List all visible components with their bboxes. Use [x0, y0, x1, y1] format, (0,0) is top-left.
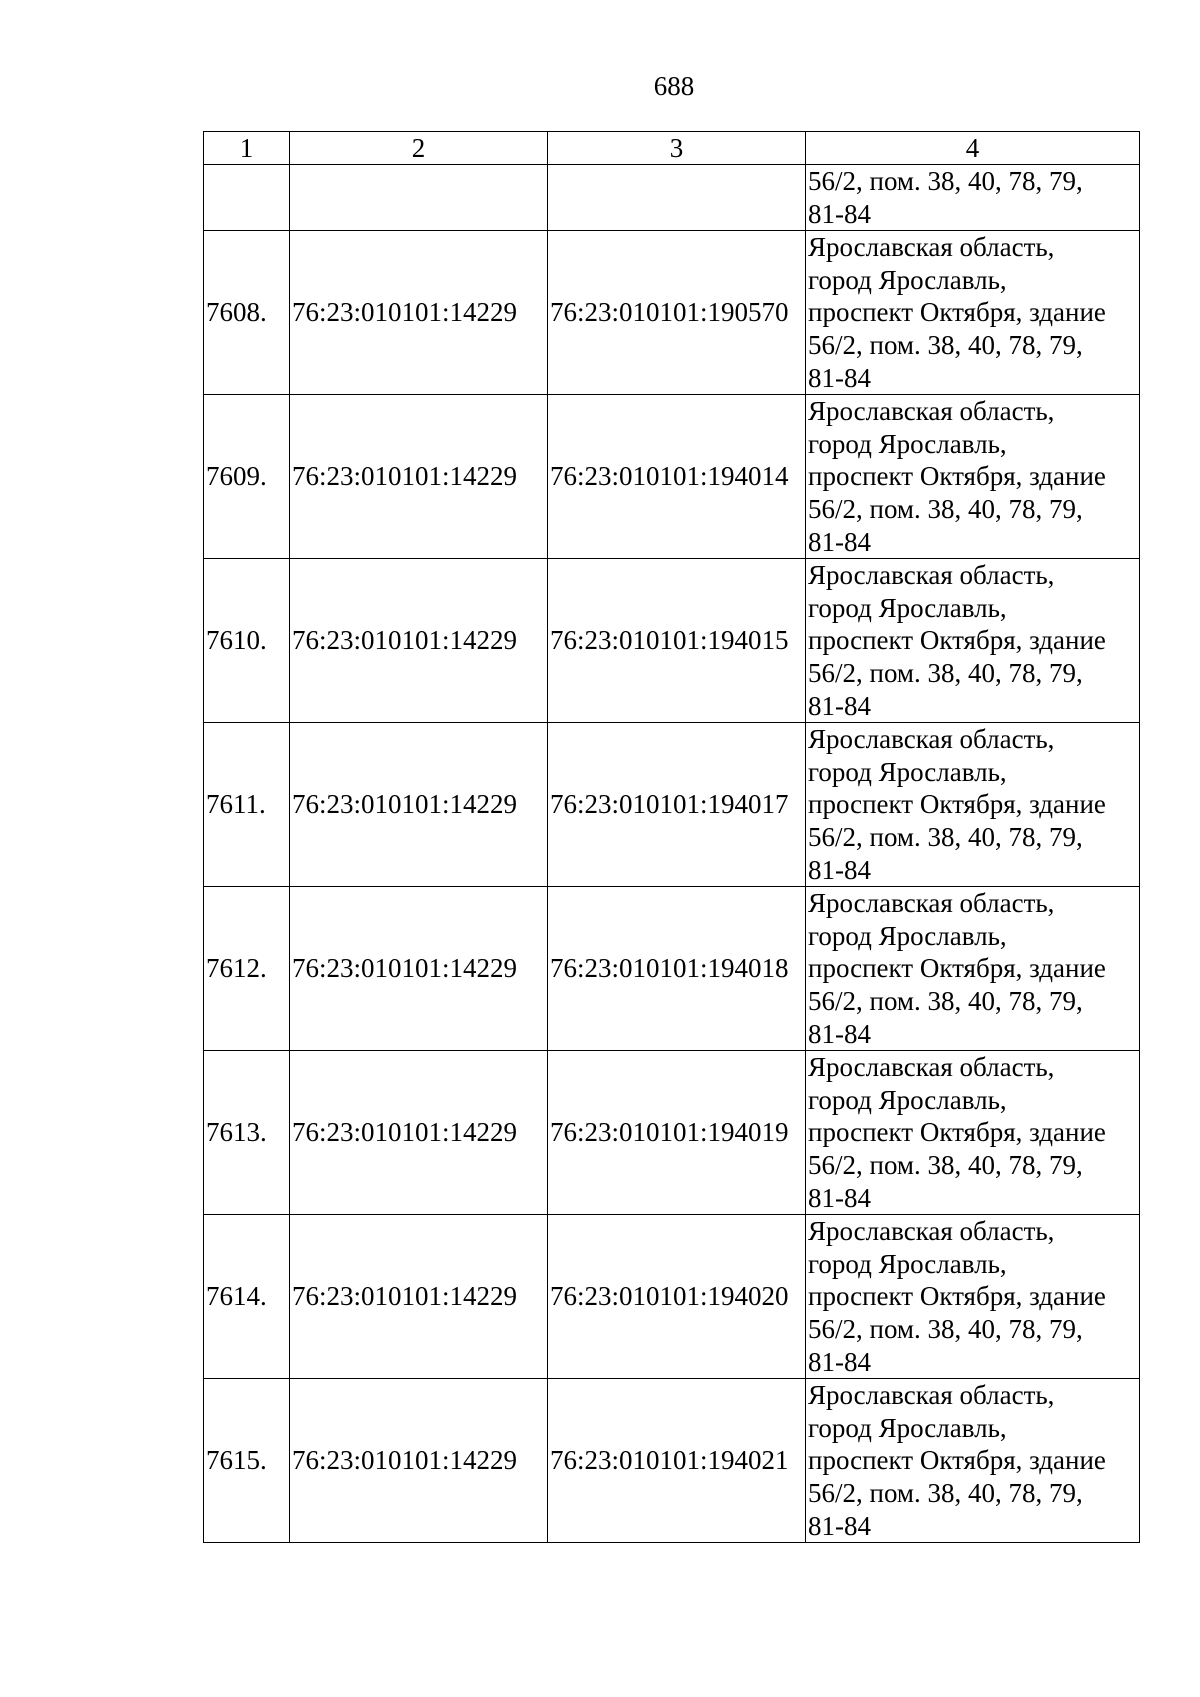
- header-row: [204, 132, 1140, 165]
- address-line: город Ярославль,: [808, 592, 1007, 623]
- address-line: Ярославская область,: [808, 1216, 1055, 1247]
- cell-address: [806, 1051, 1140, 1215]
- address-line: проспект Октября, здание: [808, 1445, 1106, 1476]
- table-row: [204, 1215, 1140, 1379]
- column-header-4: 4: [806, 132, 1140, 165]
- address-line: 56/2, пом. 38, 40, 78, 79,: [808, 1477, 1083, 1508]
- cell-code-2: [548, 165, 806, 231]
- cell-code-2: 76:23:010101:194019: [548, 1051, 806, 1215]
- address-line: Ярославская область,: [808, 232, 1055, 263]
- page-number: 688: [653, 71, 695, 101]
- address-line: проспект Октября, здание: [808, 789, 1106, 820]
- cell-code-2: 76:23:010101:194018: [548, 887, 806, 1051]
- table-row: [204, 1379, 1140, 1543]
- address-line: 81-84: [808, 1510, 871, 1541]
- cell-code-1: 76:23:010101:14229: [290, 395, 548, 559]
- column-header-1: 1: [204, 132, 290, 165]
- cell-address: [806, 231, 1140, 395]
- cell-code-1: 76:23:010101:14229: [290, 1215, 548, 1379]
- cell-code-2: 76:23:010101:194014: [548, 395, 806, 559]
- cell-code-1: 76:23:010101:14229: [290, 231, 548, 395]
- table-body: [204, 165, 1140, 1543]
- cell-code-1: 76:23:010101:14229: [290, 887, 548, 1051]
- cell-code-2: 76:23:010101:194020: [548, 1215, 806, 1379]
- address-line: 56/2, пом. 38, 40, 78, 79,: [808, 821, 1083, 852]
- address-line: город Ярославль,: [808, 1248, 1007, 1279]
- cell-address: [806, 1379, 1140, 1543]
- address-line: Ярославская область,: [808, 1380, 1055, 1411]
- address-line: проспект Октября, здание: [808, 625, 1106, 656]
- cell-number: 7613.: [204, 1051, 290, 1215]
- table-row: [204, 231, 1140, 395]
- address-line: проспект Октября, здание: [808, 1281, 1106, 1312]
- table-row: [204, 887, 1140, 1051]
- address-line: Ярославская область,: [808, 560, 1055, 591]
- address-line: город Ярославль,: [808, 756, 1007, 787]
- address-line: проспект Октября, здание: [808, 461, 1106, 492]
- address-line: проспект Октября, здание: [808, 953, 1106, 984]
- address-line: Ярославская область,: [808, 1052, 1055, 1083]
- cell-number: 7610.: [204, 559, 290, 723]
- address-line: проспект Октября, здание: [808, 297, 1106, 328]
- address-line: город Ярославль,: [808, 1084, 1007, 1115]
- cell-number: 7614.: [204, 1215, 290, 1379]
- cell-code-2: 76:23:010101:194017: [548, 723, 806, 887]
- address-line: 56/2, пом. 38, 40, 78, 79,: [808, 493, 1083, 524]
- cell-address: [806, 887, 1140, 1051]
- table-row: [204, 395, 1140, 559]
- cell-code-1: 76:23:010101:14229: [290, 723, 548, 887]
- cell-address: [806, 723, 1140, 887]
- cell-number: 7615.: [204, 1379, 290, 1543]
- address-line: город Ярославль,: [808, 1412, 1007, 1443]
- registry-table: [203, 131, 1140, 1543]
- address-line: 81-84: [808, 362, 871, 393]
- address-line: 81-84: [808, 526, 871, 557]
- address-line: город Ярославль,: [808, 264, 1007, 295]
- column-header-3: 3: [548, 132, 806, 165]
- address-line: 81-84: [808, 198, 871, 229]
- address-line: 81-84: [808, 690, 871, 721]
- cell-code-2: 76:23:010101:194015: [548, 559, 806, 723]
- cell-number: 7612.: [204, 887, 290, 1051]
- address-line: 81-84: [808, 1018, 871, 1049]
- address-line: проспект Октября, здание: [808, 1117, 1106, 1148]
- table-row-continuation: [204, 165, 1140, 231]
- cell-address: [806, 1215, 1140, 1379]
- address-line: город Ярославль,: [808, 920, 1007, 951]
- address-line: 56/2, пом. 38, 40, 78, 79,: [808, 166, 1083, 196]
- cell-code-1: [290, 165, 548, 231]
- cell-code-1: 76:23:010101:14229: [290, 559, 548, 723]
- cell-number: 7611.: [204, 723, 290, 887]
- cell-code-2: 76:23:010101:190570: [548, 231, 806, 395]
- address-line: 56/2, пом. 38, 40, 78, 79,: [808, 1313, 1083, 1344]
- table-row: [204, 559, 1140, 723]
- address-line: Ярославская область,: [808, 888, 1055, 919]
- table-row: [204, 723, 1140, 887]
- address-line: Ярославская область,: [808, 724, 1055, 755]
- address-line: 81-84: [808, 1346, 871, 1377]
- cell-number: [204, 165, 290, 231]
- address-line: 81-84: [808, 1182, 871, 1213]
- cell-address: [806, 395, 1140, 559]
- cell-number: 7608.: [204, 231, 290, 395]
- address-line: 56/2, пом. 38, 40, 78, 79,: [808, 657, 1083, 688]
- address-line: 81-84: [808, 854, 871, 885]
- column-header-2: 2: [290, 132, 548, 165]
- address-line: Ярославская область,: [808, 396, 1055, 427]
- cell-address: [806, 165, 1140, 231]
- cell-code-1: 76:23:010101:14229: [290, 1051, 548, 1215]
- cell-address: [806, 559, 1140, 723]
- address-line: 56/2, пом. 38, 40, 78, 79,: [808, 1149, 1083, 1180]
- cell-number: 7609.: [204, 395, 290, 559]
- table-row: [204, 1051, 1140, 1215]
- address-line: 56/2, пом. 38, 40, 78, 79,: [808, 985, 1083, 1016]
- address-line: 56/2, пом. 38, 40, 78, 79,: [808, 329, 1083, 360]
- address-line: город Ярославль,: [808, 428, 1007, 459]
- table-header: [204, 132, 1140, 165]
- cell-code-1: 76:23:010101:14229: [290, 1379, 548, 1543]
- cell-code-2: 76:23:010101:194021: [548, 1379, 806, 1543]
